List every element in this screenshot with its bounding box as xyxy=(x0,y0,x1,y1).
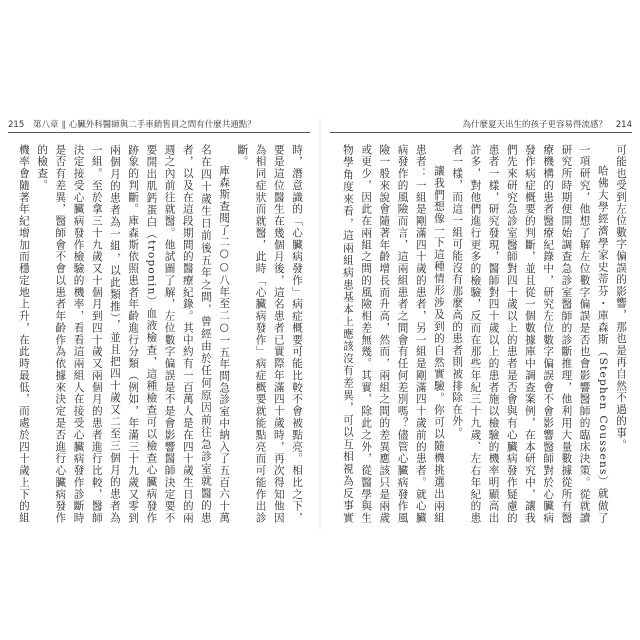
left-page-header: 215 第八章 ‖ 心臟外科醫師與二手車銷售員之間有什麼共通點？ xyxy=(8,118,310,133)
left-page-number: 215 xyxy=(8,120,25,130)
right-page-number: 214 xyxy=(615,120,632,130)
section-title: 心臟外科醫師與二手車銷售員之間有什麼共通點？ xyxy=(68,120,256,130)
paragraph: 可能也受到左位數字偏誤的影響，那也是再自然不過的事。 xyxy=(615,144,627,451)
paragraph: 機率會隨著年紀增加而穩定地上升，在此時最低，而處於四十歲上下的組 xyxy=(17,144,30,524)
left-page xyxy=(8,118,310,530)
left-page-body xyxy=(14,144,306,524)
page-gutter xyxy=(318,118,322,530)
paragraph: 時，潛意識的「心臟病發作」病症概要可能比較不會被點亮。相比之下，要是這位醫生在幾個月後，這名患者已實際年滿四十歲時，再次得知他因為相同症狀而就醫，此時「心臟病發作」病症概要就能點亮而可能作出診斷。 xyxy=(236,144,303,524)
running-title: 為什麼夏天出生的孩子更容易得流感？ xyxy=(462,120,608,130)
paragraph: 哈佛大學經濟學家史蒂芬・庫森斯（Stephen Coussens）就做了一項研究，他想了解左位數字偏誤是否也會影響醫師的臨床決策。從就讀研究所時期便開始調查急診室醫師的診斷推理，他利用大量數據從所有醫療機構的患者醫療紀錄中，研究左位數字偏誤會不會影響醫師對於心臟病發作病症概要的判斷，並且從一個數據庫中調查案例，在本研究中，讓我們先來研究急診室醫師對四十歲以上的患者是否會與有心臟病發作疑慮的患者一樣，研究發現，醫師對四十歲以上的患者施以檢驗的機率明顯高出許多，對他們進行更多的檢驗，反而在那些年紀三十九歲、左右年紀的患者一樣，而這一組可能沒有那麼高的患者則被排除在外。 xyxy=(451,144,609,524)
right-page xyxy=(330,118,632,530)
paragraph: 讓我們想像一下這種情形涉及到的自然實驗。你可以隨機挑選出兩組患者：一組是剛滿四十歲的患者，另一組是剛滿四十歲前的患者。就心臟病發作的風險而言，這兩組患者之間會有任何差別嗎？儘管心臟病發作風險一般來說會隨著年齡增長而升高，然而，兩組之間的差異應該只是兩歲或更少，因此在兩組之間的風險相差無幾。其實，除此之外，從醫學與生物學角度來看，這兩組病患基本上應該沒有差異，可以互相視為反事實 xyxy=(341,144,445,524)
chapter-label: 第八章 xyxy=(32,120,59,130)
paragraph: 庫森斯查閱了二○○八年至二○一五年間急診室中納入了五百六十萬名在四十歲生日前後五年之間，曾經由於任何原因前往急診室就醫的患者，以及在這段期間的醫療紀錄。其中約有一百萬人是在四十歲生日的兩週之內前往就醫。他試圖了解，左位數字偏誤是不是會影響醫師決定要不要開出肌鈣蛋白（troponin）血液檢查，這種檢查可以檢查心臟病發作跡象的判斷。庫森斯依照患者年齡進行分類（例如，年滿三十九歲又零到兩個月的患者為一組，以此類推），並且把四十歲又二至三個月的患者為一組。至於拿三十九歲又十個月到四十歲又兩個月的患者進行比較，醫師決定接受心臟病發作檢驗的機率，看看這兩組人在接受心臟病發作診斷時是否有差異，醫師會不會以患者年齡作為依據來決定是否進行心臟病發作的檢查。 xyxy=(36,144,231,524)
right-page-header xyxy=(330,118,632,133)
right-page-body xyxy=(340,144,630,524)
